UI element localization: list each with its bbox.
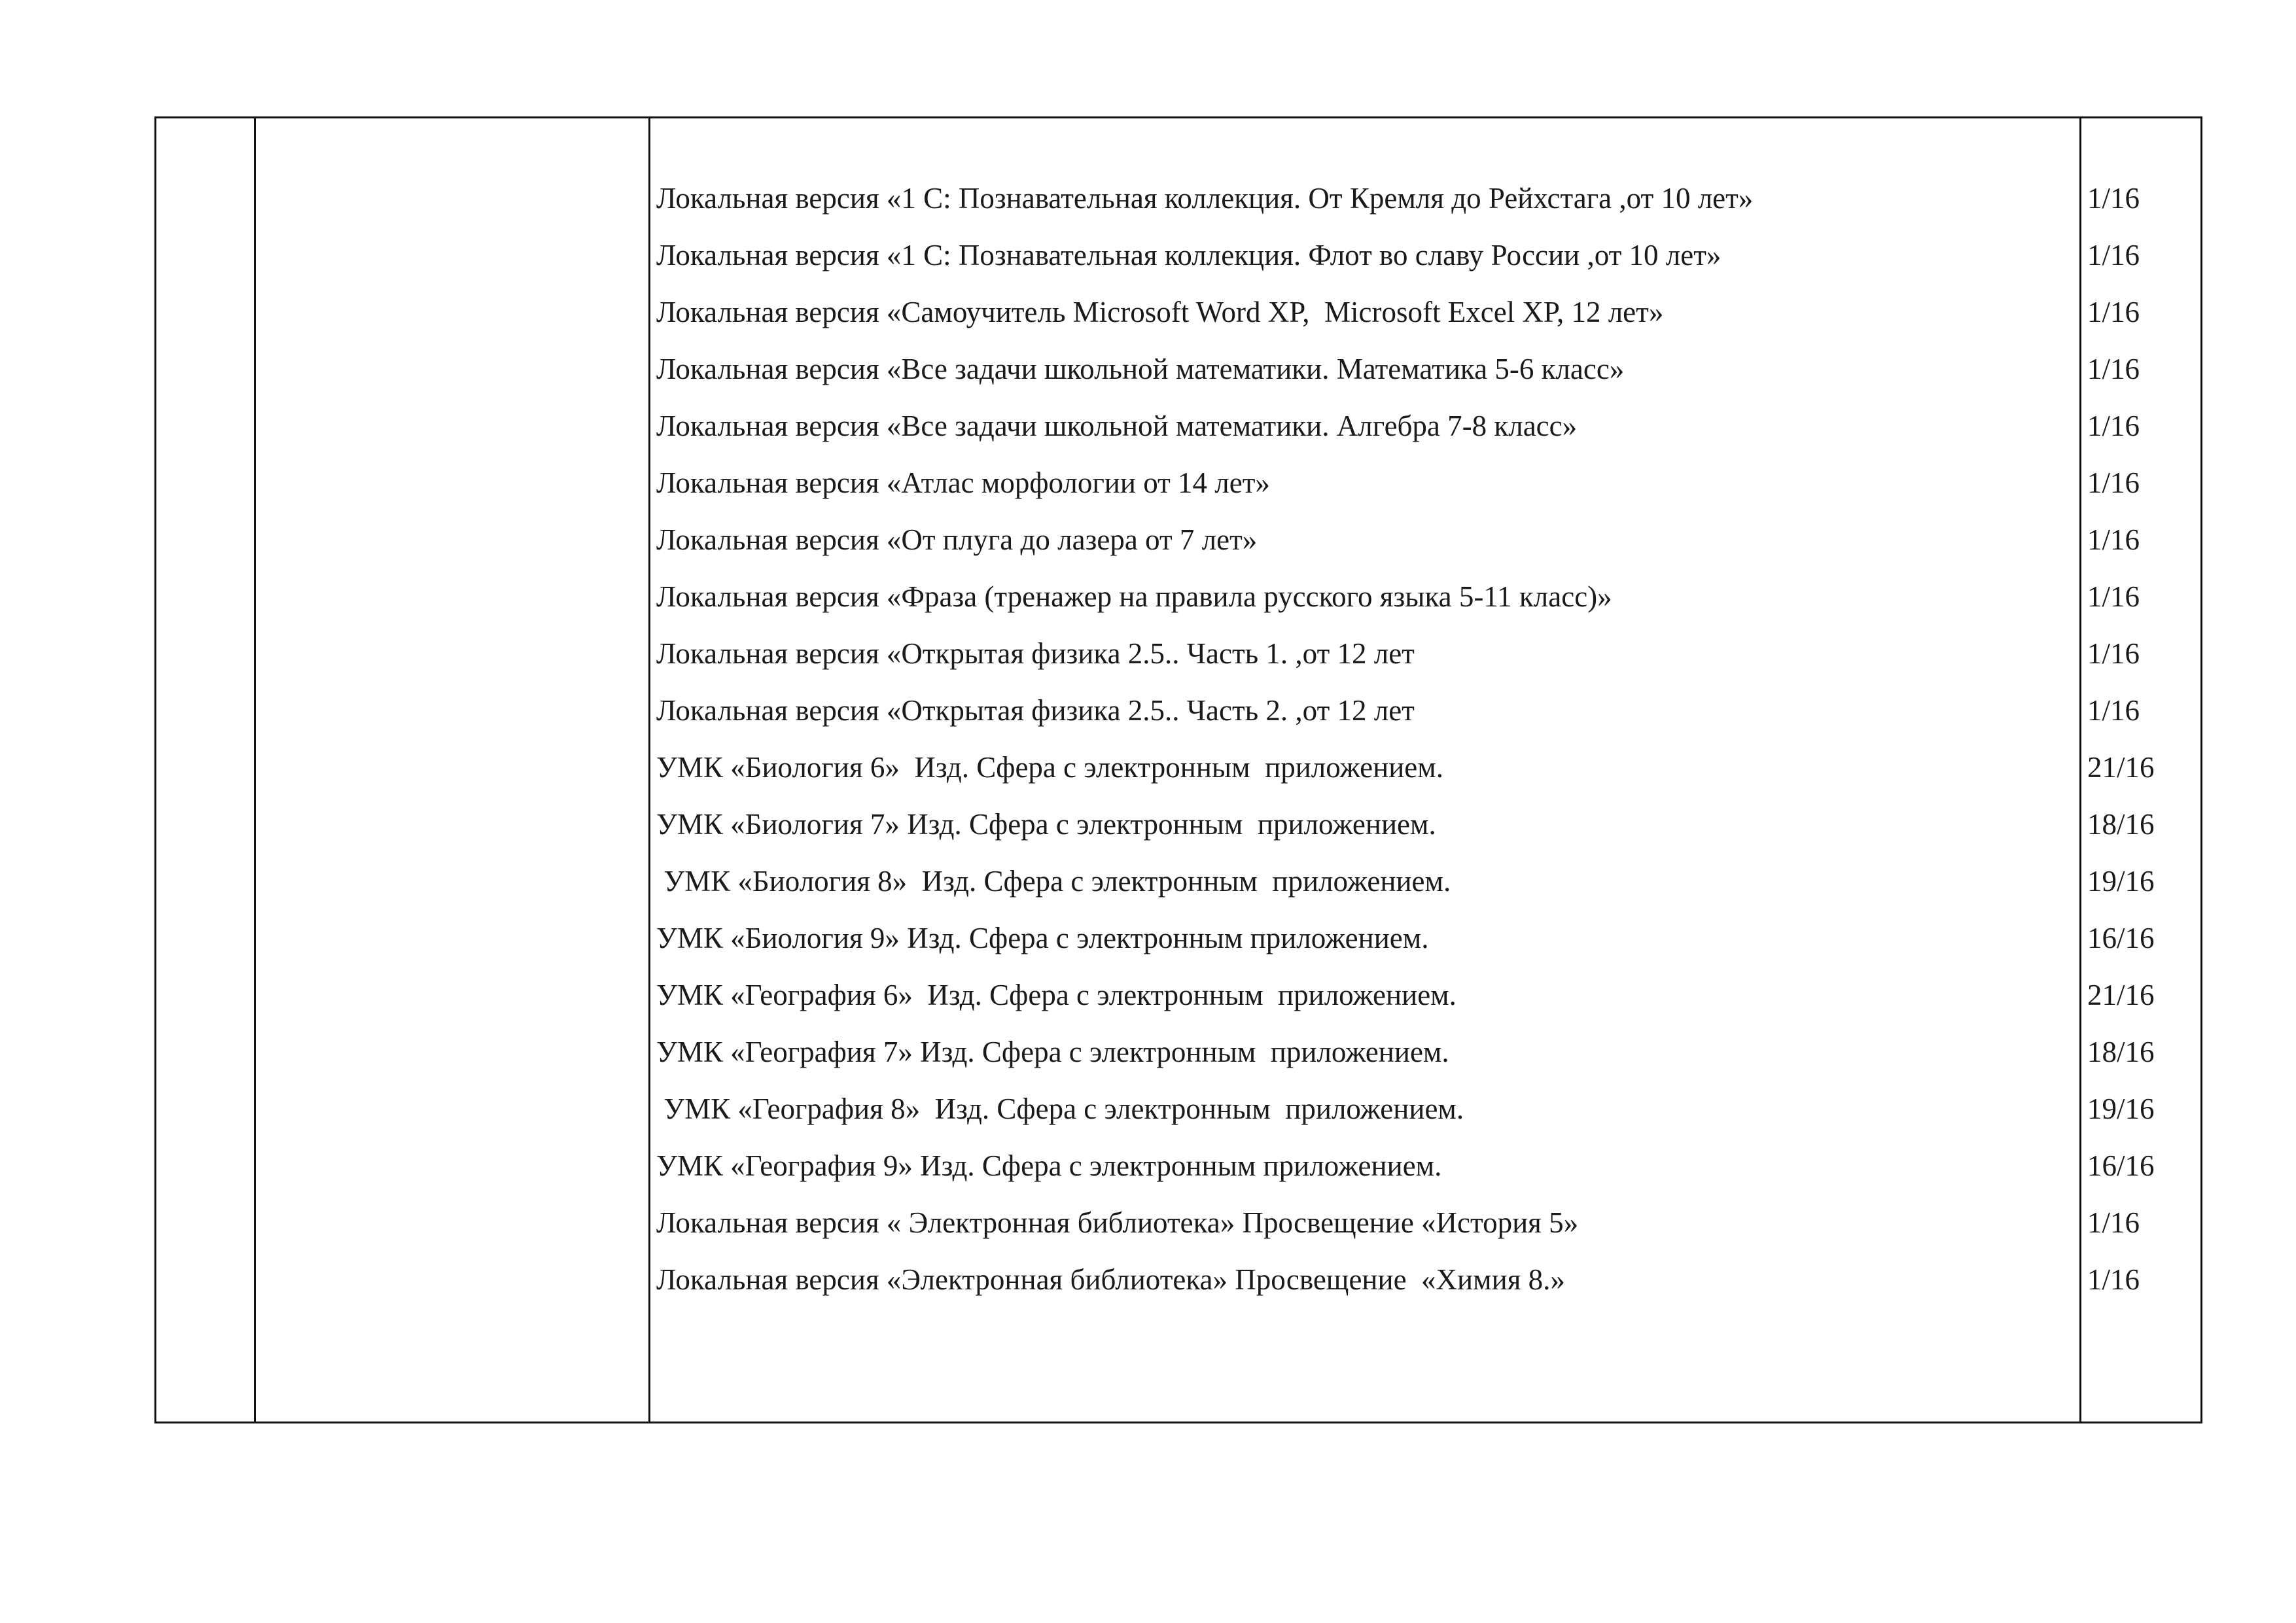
item-quantity: 16/16	[2087, 922, 2155, 954]
table-row	[156, 568, 2200, 625]
item-title: УМК «Биология 8» Изд. Сфера с электронным приложением.	[656, 865, 1451, 898]
item-quantity: 16/16	[2087, 1149, 2155, 1182]
table-row	[156, 625, 2200, 682]
item-quantity: 1/16	[2087, 410, 2140, 442]
item-quantity: 21/16	[2087, 751, 2155, 784]
table-row	[156, 455, 2200, 512]
item-title: Локальная версия «Все задачи школьной математики. Алгебра 7-8 класс»	[656, 410, 1578, 442]
item-title: Локальная версия «Электронная библиотека» Просвещение «Химия 8.»	[656, 1263, 1565, 1296]
item-quantity: 1/16	[2087, 353, 2140, 385]
table-row	[156, 1251, 2200, 1308]
item-title: Локальная версия «Все задачи школьной математики. Математика 5-6 класс»	[656, 353, 1625, 385]
table-row	[156, 682, 2200, 739]
item-title: Локальная версия «От плуга до лазера от 7 лет»	[656, 523, 1258, 556]
item-quantity: 1/16	[2087, 239, 2140, 271]
item-quantity: 18/16	[2087, 1036, 2155, 1068]
item-quantity: 1/16	[2087, 694, 2140, 727]
table-row	[156, 284, 2200, 341]
table-row	[156, 1081, 2200, 1138]
item-quantity: 1/16	[2087, 580, 2140, 613]
table-row	[156, 1024, 2200, 1081]
item-title: Локальная версия «Открытая физика 2.5.. Часть 2. ,от 12 лет	[656, 694, 1415, 727]
item-quantity: 1/16	[2087, 523, 2140, 556]
item-title: УМК «География 6» Изд. Сфера с электронным приложением.	[656, 979, 1457, 1011]
item-quantity: 19/16	[2087, 865, 2155, 898]
item-quantity: 1/16	[2087, 466, 2140, 499]
item-quantity: 1/16	[2087, 296, 2140, 328]
inventory-table	[154, 116, 2202, 1423]
item-quantity: 1/16	[2087, 637, 2140, 670]
table-row	[156, 1195, 2200, 1251]
table-row	[156, 1138, 2200, 1195]
table-row	[156, 341, 2200, 398]
item-quantity: 18/16	[2087, 808, 2155, 841]
item-title: Локальная версия «1 С: Познавательная коллекция. От Кремля до Рейхстага ,от 10 лет»	[656, 182, 1754, 215]
item-quantity: 1/16	[2087, 1263, 2140, 1296]
table-row	[156, 910, 2200, 967]
item-title: УМК «География 7» Изд. Сфера с электронным приложением.	[656, 1036, 1449, 1068]
table-row	[156, 796, 2200, 853]
item-title: Локальная версия « Электронная библиотека» Просвещение «История 5»	[656, 1206, 1579, 1239]
item-quantity: 21/16	[2087, 979, 2155, 1011]
table-rows	[156, 170, 2200, 1308]
item-title: УМК «Биология 6» Изд. Сфера с электронным приложением.	[656, 751, 1443, 784]
item-quantity: 1/16	[2087, 1206, 2140, 1239]
table-row	[156, 853, 2200, 910]
table-row	[156, 227, 2200, 284]
item-title: Локальная версия «Фраза (тренажер на правила русского языка 5-11 класс)»	[656, 580, 1612, 613]
table-row	[156, 170, 2200, 227]
table-row	[156, 967, 2200, 1024]
item-title: УМК «География 8» Изд. Сфера с электронным приложением.	[656, 1092, 1464, 1125]
item-title: УМК «Биология 9» Изд. Сфера с электронным приложением.	[656, 922, 1429, 954]
item-title: Локальная версия «1 С: Познавательная коллекция. Флот во славу России ,от 10 лет»	[656, 239, 1722, 271]
item-title: Локальная версия «Атлас морфологии от 14 лет»	[656, 466, 1270, 499]
table-row	[156, 512, 2200, 568]
item-title: УМК «География 9» Изд. Сфера с электронным приложением.	[656, 1149, 1442, 1182]
item-title: Локальная версия «Открытая физика 2.5.. Часть 1. ,от 12 лет	[656, 637, 1415, 670]
item-quantity: 1/16	[2087, 182, 2140, 215]
table-row	[156, 739, 2200, 796]
table-row	[156, 398, 2200, 455]
item-title: Локальная версия «Самоучитель Microsoft Word XP, Microsoft Excel XP, 12 лет»	[656, 296, 1664, 328]
item-title: УМК «Биология 7» Изд. Сфера с электронным приложением.	[656, 808, 1436, 841]
item-quantity: 19/16	[2087, 1092, 2155, 1125]
